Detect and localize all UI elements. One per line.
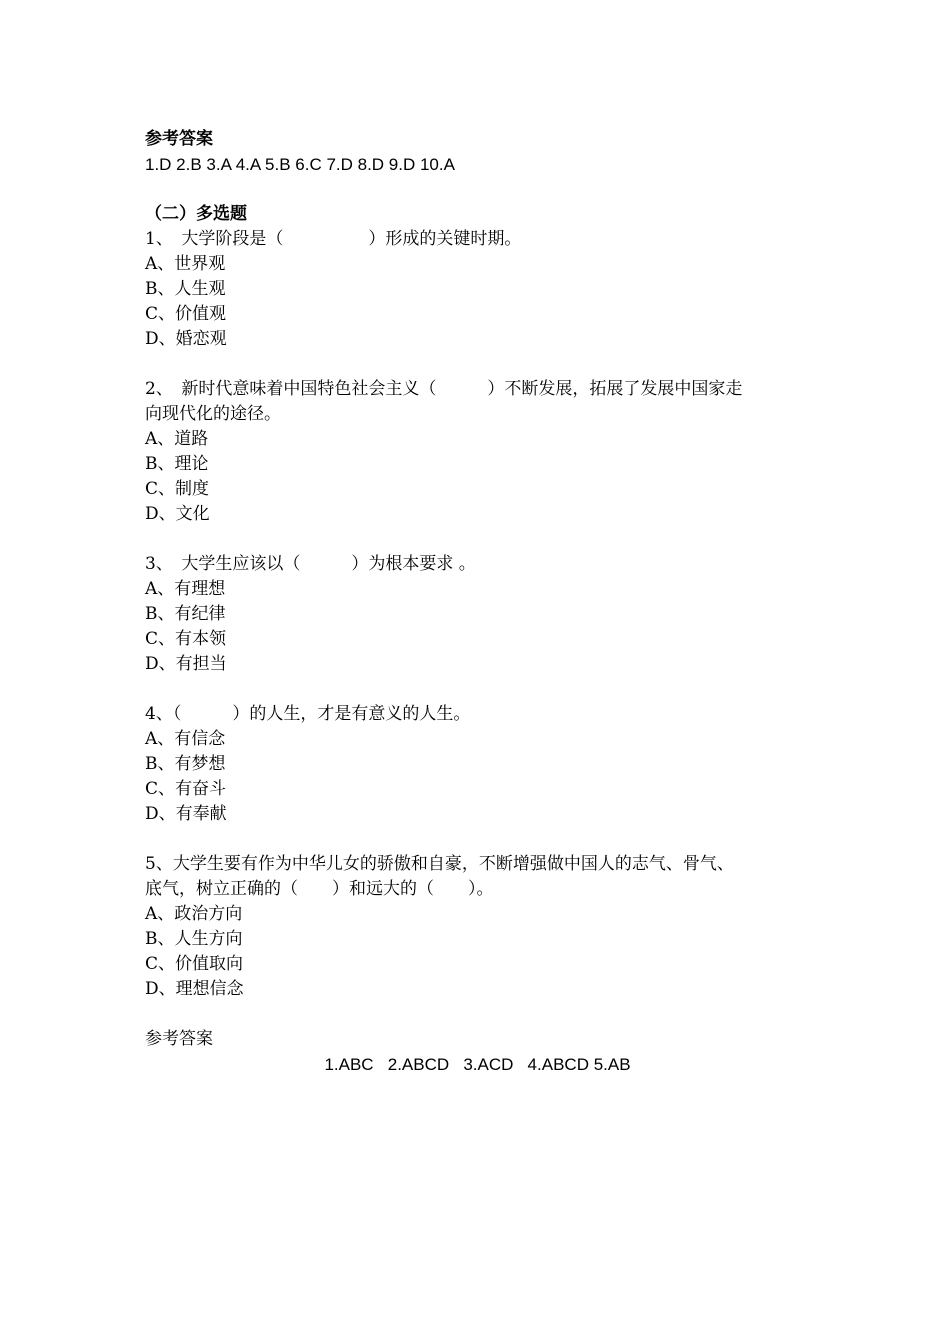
option: D、有担当 xyxy=(145,654,227,674)
question-4: 4、（ ）的人生，才是有意义的人生。 xyxy=(145,704,471,724)
option: B、理论 xyxy=(145,454,209,474)
answers-heading-2: 参考答案 xyxy=(145,1029,213,1049)
option: B、人生方向 xyxy=(145,929,243,949)
question-5-line1: 5、大学生要有作为中华儿女的骄傲和自豪，不断增强做中国人的志气、骨气、 xyxy=(145,854,734,874)
option: D、婚恋观 xyxy=(145,329,227,349)
document-page xyxy=(145,127,810,1077)
question-1: 1、 大学阶段是（ ）形成的关键时期。 xyxy=(145,229,522,249)
option: C、有奋斗 xyxy=(145,779,227,799)
option: C、有本领 xyxy=(145,629,227,649)
answers-line: 1.D 2.B 3.A 4.A 5.B 6.C 7.D 8.D 9.D 10.A xyxy=(145,155,455,174)
option: B、人生观 xyxy=(145,279,226,299)
option: C、制度 xyxy=(145,479,210,499)
answers-heading: 参考答案 xyxy=(145,129,213,149)
spacer xyxy=(145,1002,810,1027)
question-5-line2: 底气，树立正确的（ ）和远大的（ ）。 xyxy=(145,879,494,899)
question-2-line1: 2、 新时代意味着中国特色社会主义（ ）不断发展，拓展了发展中国家走 xyxy=(145,379,743,399)
option: B、有梦想 xyxy=(145,754,226,774)
spacer xyxy=(145,177,810,202)
option: B、有纪律 xyxy=(145,604,226,624)
option: A、世界观 xyxy=(145,254,226,274)
option: A、有信念 xyxy=(145,729,226,749)
option: A、政治方向 xyxy=(145,904,243,924)
spacer xyxy=(145,827,810,852)
option: A、道路 xyxy=(145,429,209,449)
answers-line-2: 1.ABC 2.ABCD 3.ACD 4.ABCD 5.AB xyxy=(324,1055,631,1074)
question-2-line2: 向现代化的途径。 xyxy=(145,404,281,424)
option: D、理想信念 xyxy=(145,979,244,999)
spacer xyxy=(145,677,810,702)
spacer xyxy=(145,527,810,552)
spacer xyxy=(145,352,810,377)
section-heading: （二）多选题 xyxy=(145,204,247,224)
option: A、有理想 xyxy=(145,579,226,599)
question-3: 3、 大学生应该以（ ）为根本要求 。 xyxy=(145,554,476,574)
option: C、价值取向 xyxy=(145,954,244,974)
option: D、有奉献 xyxy=(145,804,227,824)
option: C、价值观 xyxy=(145,304,227,324)
option: D、文化 xyxy=(145,504,210,524)
